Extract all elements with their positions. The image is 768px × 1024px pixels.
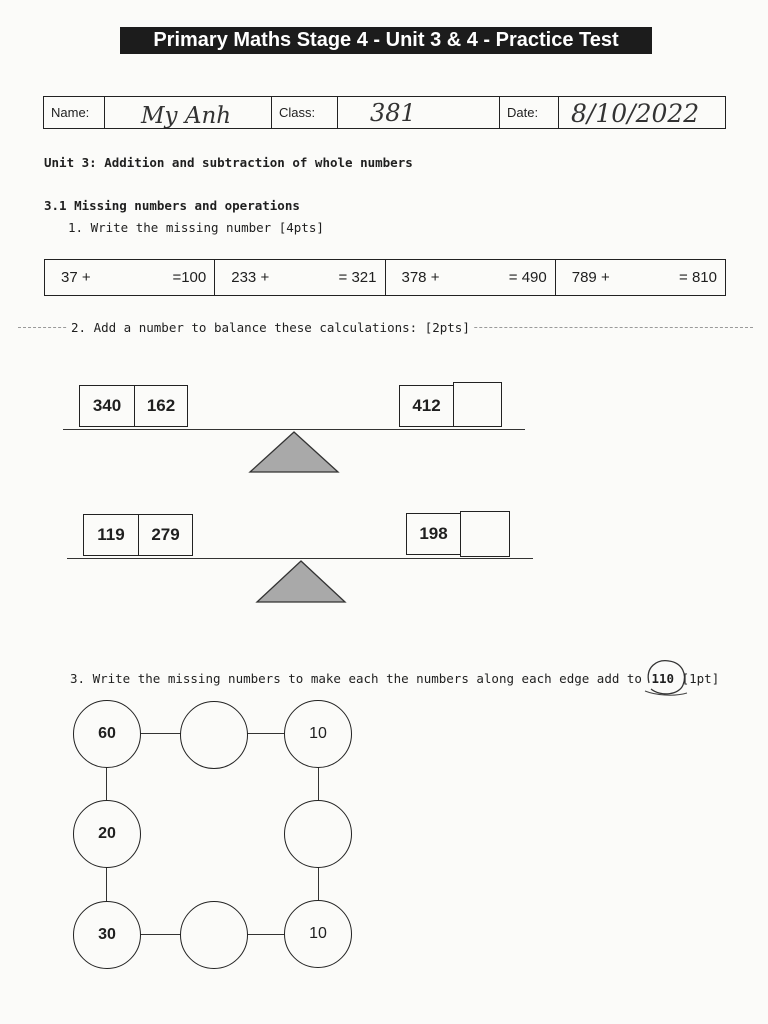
- q3-prompt-text: 3. Write the missing numbers to make each the numbers along each edge add to: [70, 671, 642, 686]
- q1-table: [44, 259, 726, 296]
- edge-bottom-left: [140, 934, 182, 935]
- class-field[interactable]: [338, 97, 500, 128]
- q1-item-1-left: 37 +: [61, 269, 91, 286]
- edge-left-top: [106, 766, 107, 801]
- unit3-heading: Unit 3: Addition and subtraction of whole numbers: [44, 155, 413, 170]
- edge-right-top: [318, 766, 319, 801]
- q3-points: [1pt]: [681, 671, 720, 686]
- date-field[interactable]: [559, 97, 725, 128]
- circle-top-left: 60: [73, 700, 141, 768]
- circle-bottom-left: 30: [73, 901, 141, 969]
- edge-top-left: [140, 733, 182, 734]
- q1-item-1[interactable]: [45, 260, 215, 295]
- circle-bottom-right: 10: [284, 900, 352, 968]
- page-title: Primary Maths Stage 4 - Unit 3 & 4 - Practice Test: [120, 27, 652, 54]
- q1-item-3-right: = 490: [508, 269, 547, 286]
- edge-left-bottom: [106, 866, 107, 902]
- student-info-table: [43, 96, 726, 129]
- q1-prompt: 1. Write the missing number [4pts]: [68, 220, 324, 235]
- q1-item-2[interactable]: [215, 260, 385, 295]
- date-value: 8/10/2022: [571, 99, 700, 128]
- name-value: My Anh: [141, 103, 232, 129]
- name-label: Name:: [51, 105, 90, 120]
- balance1-right-box-1: 412: [399, 385, 454, 427]
- balance2-fulcrum: [255, 559, 347, 604]
- circle-top-right: 10: [284, 700, 352, 768]
- q1-item-4[interactable]: [556, 260, 725, 295]
- q1-item-3-left: 378 +: [401, 269, 440, 286]
- balance1-fulcrum: [248, 430, 340, 474]
- circle-middle-left: 20: [73, 800, 141, 868]
- class-value: 381: [370, 99, 416, 127]
- date-label: Date:: [507, 105, 539, 120]
- class-label: Class:: [279, 105, 316, 120]
- q1-item-1-right: =100: [172, 269, 207, 286]
- balance2-left-box-2: 279: [138, 514, 193, 556]
- circle-top-middle[interactable]: [180, 701, 248, 769]
- edge-bottom-right: [246, 934, 284, 935]
- circle-bottom-middle[interactable]: [180, 901, 248, 969]
- balance1-left-box-2: 162: [134, 385, 188, 427]
- name-label-cell: [44, 97, 105, 128]
- balance1-left-box-1: 340: [79, 385, 135, 427]
- q1-item-4-right: = 810: [679, 269, 717, 286]
- q3-target-value: 110: [651, 671, 675, 686]
- balance2-left-box-1: 119: [83, 514, 139, 556]
- q1-item-2-left: 233 +: [231, 269, 270, 286]
- edge-right-bottom: [318, 866, 319, 902]
- q1-item-3[interactable]: [386, 260, 556, 295]
- q2-prompt: 2. Add a number to balance these calculations: [2pts]: [68, 320, 473, 335]
- q1-item-2-right: = 321: [338, 269, 377, 286]
- q1-item-4-left: 789 +: [571, 269, 610, 286]
- q3-target-circled: [651, 671, 674, 686]
- edge-top-right: [246, 733, 284, 734]
- class-label-cell: [272, 97, 338, 128]
- section-3-1-heading: 3.1 Missing numbers and operations: [44, 198, 300, 213]
- date-label-cell: [500, 97, 559, 128]
- name-field[interactable]: [105, 97, 272, 128]
- balance2-right-box-1: 198: [406, 513, 461, 555]
- balance1-answer-box[interactable]: [453, 382, 502, 427]
- q3-prompt: [70, 671, 719, 686]
- circle-middle-right[interactable]: [284, 800, 352, 868]
- balance2-answer-box[interactable]: [460, 511, 510, 557]
